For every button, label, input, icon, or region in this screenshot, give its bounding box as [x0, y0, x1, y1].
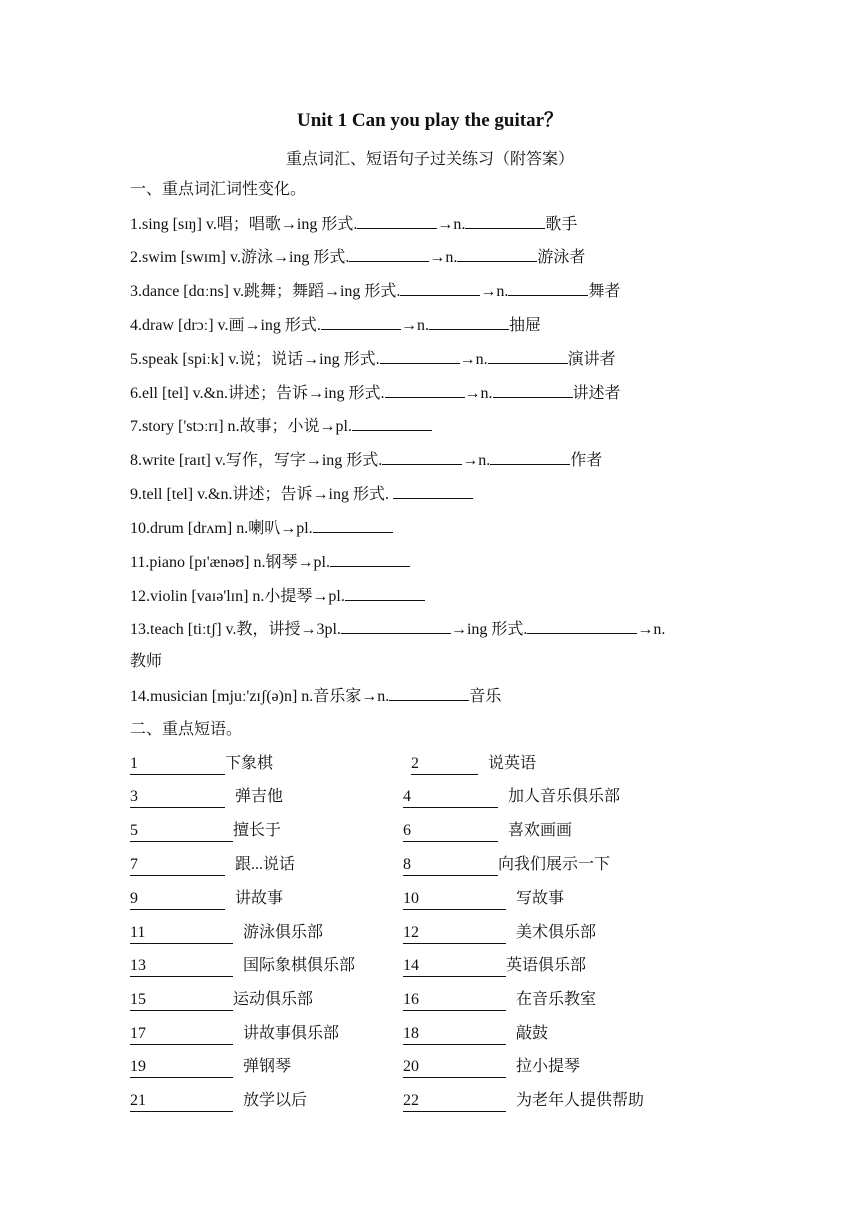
answer-blank[interactable] — [357, 214, 437, 229]
answer-blank[interactable] — [488, 349, 568, 364]
answer-blank[interactable]: 22 — [403, 1091, 506, 1112]
answer-blank[interactable] — [349, 247, 429, 262]
phrase-item: 12 美术俱乐部 — [403, 923, 596, 944]
vocab-item: 11.piano [pɪ'ænəʊ] n.钢琴→pl. — [130, 552, 410, 573]
answer-blank[interactable] — [330, 552, 410, 567]
phrase-item: 21 放学以后 — [130, 1091, 307, 1112]
section2-heading: 二、重点短语。 — [130, 721, 243, 738]
answer-blank[interactable] — [352, 416, 432, 431]
vocab-item: 13.teach [tiːtʃ] v.教，讲授→3pl. →ing 形式. →n. — [130, 621, 666, 638]
phrase-item: 20 拉小提琴 — [403, 1057, 580, 1078]
answer-blank[interactable]: 13 — [130, 956, 233, 977]
answer-blank[interactable] — [393, 484, 473, 499]
page-title: Unit 1 Can you play the guitar？ — [296, 110, 564, 131]
answer-blank[interactable] — [382, 450, 462, 465]
answer-blank[interactable]: 16 — [403, 990, 506, 1011]
phrase-item: 17 讲故事俱乐部 — [130, 1024, 339, 1045]
answer-blank[interactable]: 14 — [403, 956, 506, 977]
answer-blank[interactable] — [508, 281, 588, 296]
answer-blank[interactable]: 19 — [130, 1057, 233, 1078]
vocab-item: 8.write [raɪt] v.写作，写字→ing 形式. →n. 作者 — [130, 452, 603, 469]
phrase-item: 14 英语俱乐部 — [403, 956, 586, 977]
phrase-item: 6 喜欢画画 — [403, 821, 572, 842]
answer-blank[interactable]: 2 — [411, 754, 478, 775]
answer-blank[interactable]: 7 — [130, 855, 225, 876]
vocab-item: 12.violin [vaɪə'lɪn] n.小提琴→pl. — [130, 586, 425, 607]
answer-blank[interactable]: 17 — [130, 1024, 233, 1045]
answer-blank[interactable]: 15 — [130, 990, 233, 1011]
answer-blank[interactable] — [341, 619, 451, 634]
answer-blank[interactable] — [490, 450, 570, 465]
answer-blank[interactable] — [457, 247, 537, 262]
vocab-item: 2.swim [swɪm] v.游泳→ing 形式. →n. 游泳者 — [130, 249, 586, 266]
vocab-item: 14.musician [mjuː'zɪʃ(ə)n] n.音乐家→n. 音乐 — [130, 688, 502, 705]
phrase-item: 13 国际象棋俱乐部 — [130, 956, 355, 977]
vocab-item-continuation: 教师 — [130, 653, 163, 670]
phrase-item: 16 在音乐教室 — [403, 990, 596, 1011]
answer-blank[interactable] — [345, 586, 425, 601]
phrase-item: 15 运动俱乐部 — [130, 990, 313, 1011]
answer-blank[interactable]: 9 — [130, 889, 225, 910]
answer-blank[interactable] — [313, 518, 393, 533]
answer-blank[interactable] — [380, 349, 460, 364]
answer-blank[interactable]: 1 — [130, 754, 225, 775]
phrase-item: 7 跟...说话 — [130, 855, 295, 876]
answer-blank[interactable]: 5 — [130, 821, 233, 842]
phrase-item: 4 加人音乐俱乐部 — [403, 787, 620, 808]
answer-blank[interactable] — [465, 214, 545, 229]
answer-blank[interactable] — [321, 315, 401, 330]
vocab-item: 6.ell [tel] v.&n.讲述；告诉→ing 形式. →n. 讲述者 — [130, 385, 621, 402]
phrase-item: 3 弹吉他 — [130, 787, 283, 808]
phrase-item: 22 为老年人提供帮助 — [403, 1091, 644, 1112]
phrase-item: 19 弹钢琴 — [130, 1057, 291, 1078]
answer-blank[interactable]: 4 — [403, 787, 498, 808]
phrase-item: 2 说英语 — [411, 754, 536, 775]
phrase-item: 1 下象棋 — [130, 754, 273, 775]
answer-blank[interactable]: 11 — [130, 923, 233, 944]
answer-blank[interactable]: 21 — [130, 1091, 233, 1112]
answer-blank[interactable] — [429, 315, 509, 330]
vocab-item: 9.tell [tel] v.&n.讲述；告诉→ing 形式. — [130, 484, 473, 505]
phrase-item: 11 游泳俱乐部 — [130, 923, 323, 944]
phrase-item: 10 写故事 — [403, 889, 564, 910]
answer-blank[interactable] — [493, 383, 573, 398]
phrase-item: 8 向我们展示一下 — [403, 855, 610, 876]
phrase-item: 9 讲故事 — [130, 889, 283, 910]
answer-blank[interactable]: 18 — [403, 1024, 506, 1045]
answer-blank[interactable]: 3 — [130, 787, 225, 808]
answer-blank[interactable] — [389, 686, 469, 701]
phrase-item: 5 擅长于 — [130, 821, 281, 842]
answer-blank[interactable]: 8 — [403, 855, 498, 876]
answer-blank[interactable]: 20 — [403, 1057, 506, 1078]
page-subtitle: 重点词汇、短语句子过关练习（附答案） — [285, 151, 574, 168]
vocab-item: 10.drum [drʌm] n.喇叭→pl. — [130, 518, 393, 539]
vocab-item: 1.sing [sɪŋ] v.唱；唱歌→ing 形式. →n. 歌手 — [130, 216, 578, 233]
vocab-item: 3.dance [dɑːns] v.跳舞；舞蹈→ing 形式. →n. 舞者 — [130, 283, 621, 300]
vocab-item: 4.draw [drɔː] v.画→ing 形式. →n. 抽屉 — [130, 317, 541, 334]
section1-heading: 一、重点词汇词性变化。 — [130, 181, 307, 198]
answer-blank[interactable] — [385, 383, 465, 398]
answer-blank[interactable] — [400, 281, 480, 296]
answer-blank[interactable]: 6 — [403, 821, 498, 842]
answer-blank[interactable]: 12 — [403, 923, 506, 944]
vocab-item: 5.speak [spiːk] v.说；说话→ing 形式. →n. 演讲者 — [130, 351, 616, 368]
phrase-item: 18 敲鼓 — [403, 1024, 548, 1045]
answer-blank[interactable]: 10 — [403, 889, 506, 910]
vocab-item: 7.story ['stɔːrɪ] n.故事；小说→pl. — [130, 416, 432, 437]
answer-blank[interactable] — [527, 619, 637, 634]
